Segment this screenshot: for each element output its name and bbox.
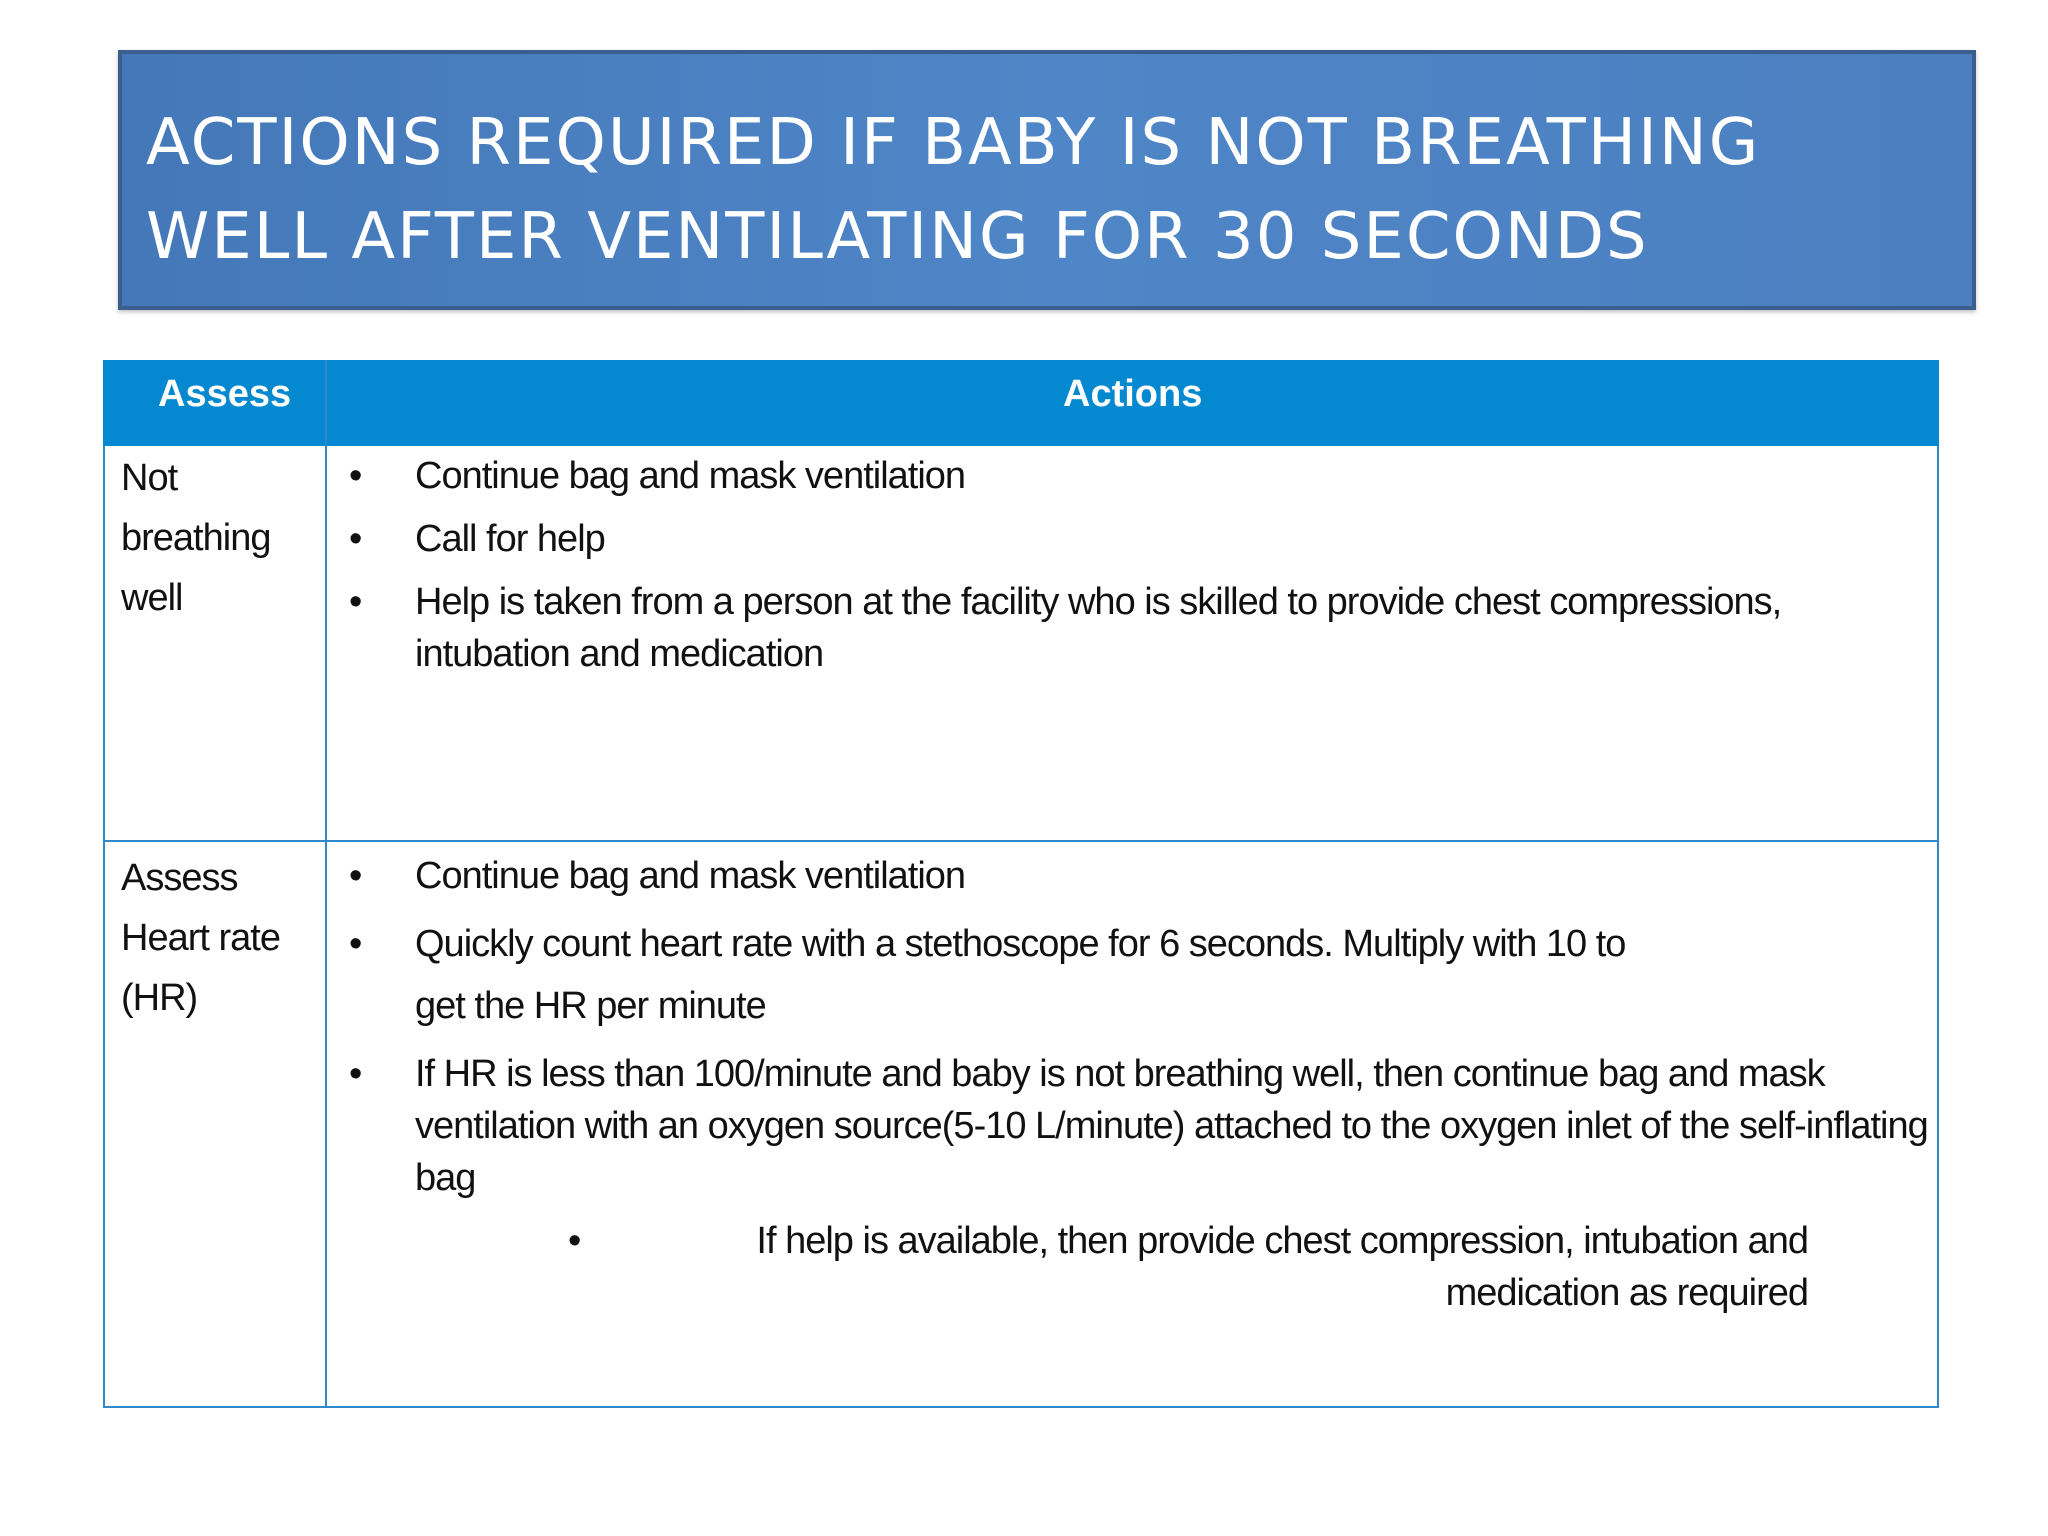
list-item: • Call for help <box>343 513 1933 565</box>
actions-cell-heart-rate <box>343 850 1933 1319</box>
header-actions: Actions <box>1063 373 1203 415</box>
actions-cell-not-breathing <box>343 450 1933 691</box>
table-header-row <box>103 360 1939 446</box>
sub-list-item: • If help is available, then provide chest compression, intubation and medication as required <box>568 1215 1808 1319</box>
list-item: • Continue bag and mask ventilation <box>343 450 1933 502</box>
list-item: • Quickly count heart rate with a stethoscope for 6 seconds. Multiply with 10 to get the HR per minute <box>343 913 1635 1037</box>
list-item: • Help is taken from a person at the facility who is skilled to provide chest compressions, intubation and medication <box>343 576 1933 680</box>
slide-title-line-1: ACTIONS REQUIRED IF BABY IS NOT BREATHING <box>146 106 1761 180</box>
list-item: • Continue bag and mask ventilation <box>343 850 1933 902</box>
slide-title-line-2: WELL AFTER VENTILATING FOR 30 SECONDS <box>146 200 1649 274</box>
list-item: • If HR is less than 100/minute and baby is not breathing well, then continue bag and mask ventilation with an oxygen source(5-10 L/minute) attached to the oxygen inlet of the self-inflating bag <box>343 1048 1933 1204</box>
assess-cell-heart-rate: Assess Heart rate (HR) <box>121 857 280 1019</box>
header-assess: Assess <box>158 373 292 415</box>
row-divider <box>105 840 1937 842</box>
actions-table <box>103 360 1939 1408</box>
assess-cell-not-breathing: Not breathing well <box>121 457 271 619</box>
column-divider <box>325 360 327 1406</box>
slide-title-box <box>118 50 1976 310</box>
